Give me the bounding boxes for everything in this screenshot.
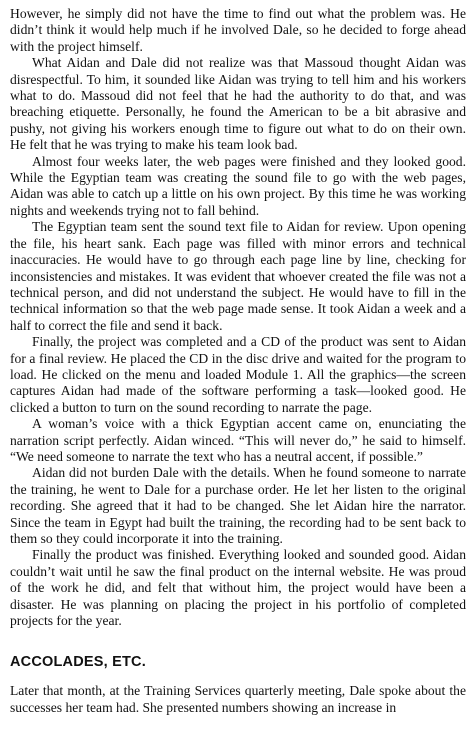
- section-heading: ACCOLADES, ETC.: [10, 654, 146, 671]
- section-paragraph: Later that month, at the Training Services quarterly meeting, Dale spoke about the successes her team had. She presented numbers showing an increase in: [10, 683, 466, 715]
- paragraph: Finally the product was finished. Everything looked and sounded good. Aidan couldn’t wait until he saw the final product on the internal website. He was proud of the work he did, and felt that without him, the project would have been a disaster. He was planning on placing the project in his portfolio of completed projects for the year.: [10, 547, 466, 629]
- paragraph-continued: However, he simply did not have the time to find out what the problem was. He didn’t think it would help much if he involved Dale, so he decided to forge ahead with the project himself.: [10, 6, 466, 54]
- paragraph: What Aidan and Dale did not realize was that Massoud thought Aidan was disrespectful. To him, it sounded like Aidan was trying to tell him and his workers what to do. Massoud did not feel that he had the authority to do that, and was breaching etiquette. Personally, he found the American to be a bit abrasive and pushy, not giving his workers enough time to figure out what to do on their own. He felt that he was trying to make his team look bad.: [10, 55, 466, 153]
- paragraph: Finally, the project was completed and a CD of the product was sent to Aidan for a final review. He placed the CD in the disc drive and waited for the program to load. He clicked on the menu and loaded Module 1. All the graphics—the screen captures Aidan had made of the software performing a task—looked good. He clicked a button to turn on the sound recording to narrate the page.: [10, 334, 466, 415]
- paragraph: A woman’s voice with a thick Egyptian accent came on, enunciating the narration script perfectly. Aidan winced. “This will never do,” he said to himself. “We need someone to narrate the text who has a neutral accent, if possible.”: [10, 416, 466, 464]
- paragraph: The Egyptian team sent the sound text file to Aidan for review. Upon opening the file, his heart sank. Each page was filled with minor errors and technical inaccuracies. He would have to go through each page line by line, checking for inconsistencies and mistakes. It was evident that whoever created the file was not a technical person, and did not understand the subject. He would have to fill in the technical information so that the web page made sense. It took Aidan a week and a half to correct the file and send it back.: [10, 219, 466, 333]
- document-page: [10, 6, 466, 716]
- paragraph: Aidan did not burden Dale with the details. When he found someone to narrate the training, he went to Dale for a purchase order. He let her listen to the original recording. She agreed that it had to be changed. She let Aidan hire the narrator. Since the team in Egypt had built the training, the recording had to be sent back to them so they could incorporate it into the training.: [10, 465, 466, 546]
- paragraph: Almost four weeks later, the web pages were finished and they looked good. While the Egyptian team was creating the sound file to go with the web pages, Aidan was able to catch up a little on his own project. By this time he was working nights and weekends trying not to fall behind.: [10, 153, 466, 218]
